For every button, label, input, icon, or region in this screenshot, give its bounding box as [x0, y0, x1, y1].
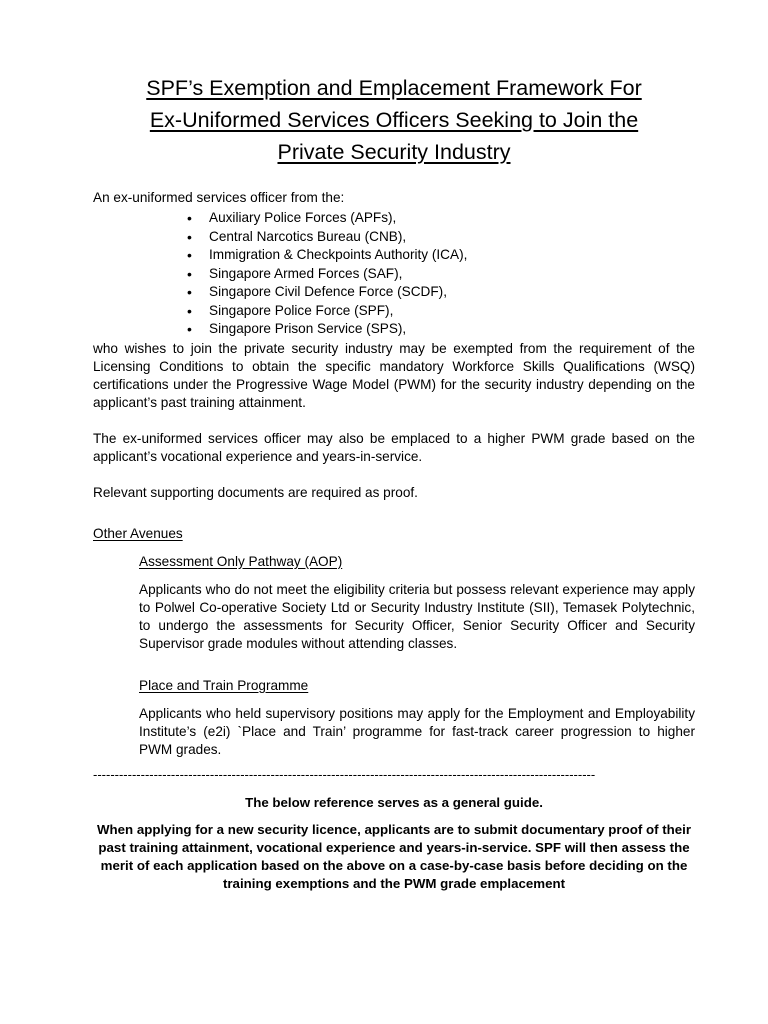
place-train-section	[93, 677, 695, 759]
list-item: • Singapore Armed Forces (SAF),	[187, 265, 695, 284]
aop-heading: Assessment Only Pathway (AOP)	[139, 553, 343, 569]
intro-text: An ex-uniformed services officer from the:	[93, 190, 345, 205]
list-item: • Auxiliary Police Forces (APFs),	[187, 209, 695, 228]
list-item: • Singapore Civil Defence Force (SCDF),	[187, 283, 695, 302]
organisation-list	[93, 209, 695, 339]
documents-paragraph: Relevant supporting documents are required as proof.	[93, 484, 418, 500]
title-line-3: Private Security Industry	[277, 140, 511, 164]
place-train-body: Applicants who held supervisory positions may apply for the Employment and Employability Institute’s (e2i) `Place and Train’ programme for fast-track career progression to higher PWM grades.	[139, 705, 695, 757]
list-item: • Central Narcotics Bureau (CNB),	[187, 228, 695, 247]
title-line-2: Ex-Uniformed Services Officers Seeking to Join the	[149, 108, 639, 132]
document-title	[93, 72, 695, 168]
aop-section	[93, 553, 695, 653]
list-item: • Immigration & Checkpoints Authority (ICA),	[187, 246, 695, 265]
other-avenues-heading: Other Avenues	[93, 525, 183, 541]
title-line-1: SPF’s Exemption and Emplacement Framework For	[146, 76, 642, 100]
closing-paragraph: When applying for a new security licence, applicants are to submit documentary proof of their past training attainment, vocational experience and years-in-service. SPF will then assess the merit of each application based on the above on a case-by-case basis before deciding on the training exemptions and the PWM grade emplacement	[96, 821, 692, 891]
aop-body: Applicants who do not meet the eligibility criteria but possess relevant experience may apply to Polwel Co-operative Society Ltd or Security Industry Institute (SII), Temasek Polytechnic, to undergo the assessments for Security Officer, Senior Security Officer and Security Supervisor grade modules without attending classes.	[139, 581, 695, 651]
exemption-paragraph: who wishes to join the private security industry may be exempted from the requirement of the Licensing Conditions to obtain the specific mandatory Workforce Skills Qualifications (WSQ) certifications under the Progressive Wage Model (PWM) for the security industry depending on the applicant’s past training attainment.	[93, 340, 695, 410]
reference-note: The below reference serves as a general guide.	[245, 794, 543, 810]
list-item: • Singapore Prison Service (SPS),	[187, 320, 695, 339]
emplacement-paragraph: The ex-uniformed services officer may also be emplaced to a higher PWM grade based on the applicant’s vocational experience and years-in-service.	[93, 430, 695, 464]
divider-line: --------------------------------------------------------------------------------------------------------------------	[93, 766, 596, 782]
list-item: • Singapore Police Force (SPF),	[187, 302, 695, 321]
place-train-heading: Place and Train Programme	[139, 677, 309, 693]
